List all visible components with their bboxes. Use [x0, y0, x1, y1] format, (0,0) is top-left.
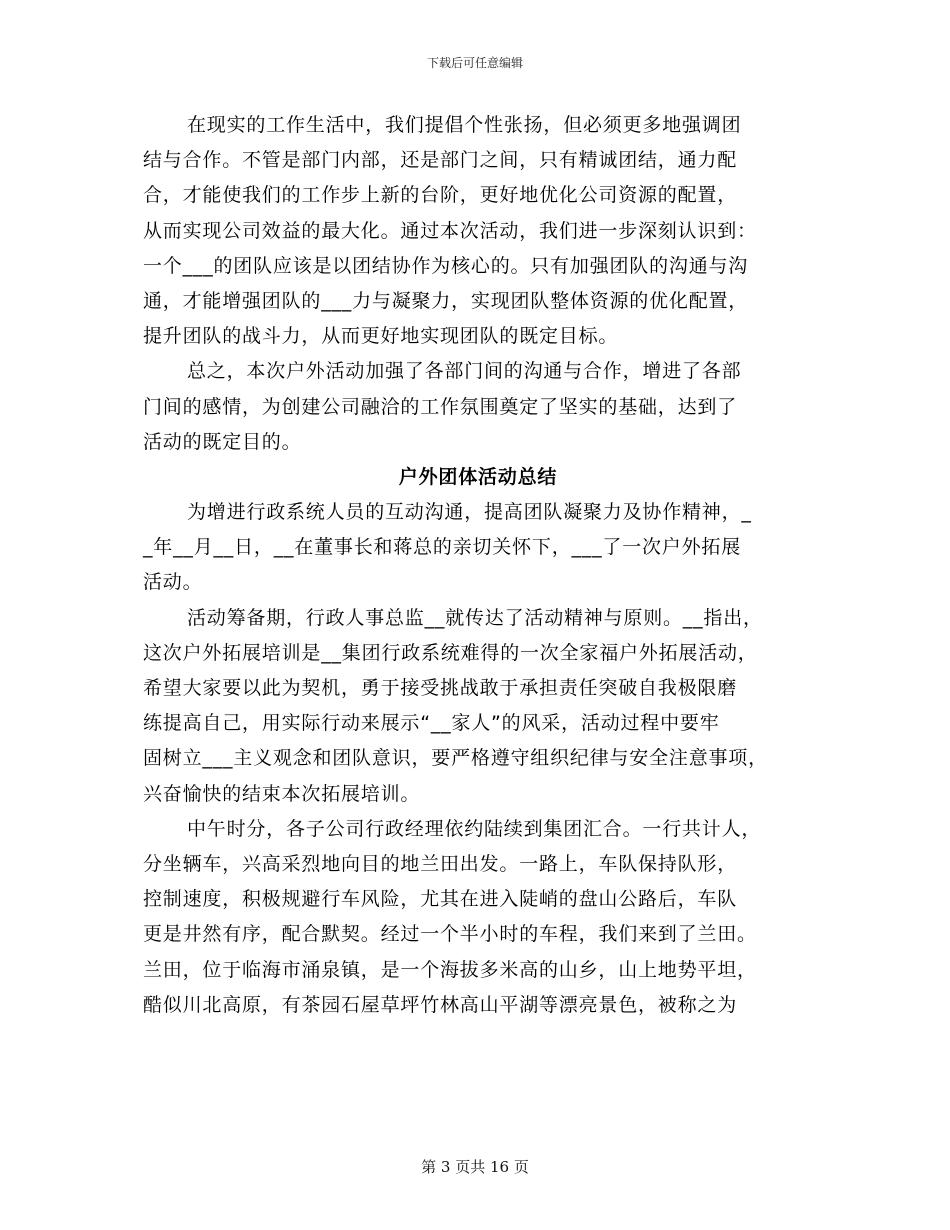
- paragraph-line: 兰田，位于临海市涌泉镇，是一个海拔多米高的山乡，山上地势平坦，: [143, 958, 757, 981]
- paragraph-line: 提升团队的战斗力，从而更好地实现团队的既定目标。: [143, 325, 619, 348]
- paragraph-line: 希望大家要以此为契机，勇于接受挑战敢于承担责任突破自我极限磨: [143, 677, 738, 699]
- paragraph-line: 练提高自己，用实际行动来展示“__家人”的风采，活动过程中要牢: [143, 712, 720, 735]
- paragraph-line: 在现实的工作生活中，我们提倡个性张扬，但必须更多地强调团: [187, 114, 742, 136]
- paragraph-line: 活动。: [143, 571, 203, 594]
- paragraph-line: 这次户外拓展培训是__集团行政系统难得的一次全家福户外拓展活动，: [143, 641, 758, 664]
- section-heading: 户外团体活动总结: [398, 465, 558, 488]
- paragraph-line: 为增进行政系统人员的互动沟通，提高团队凝聚力及协作精神，_: [187, 501, 752, 524]
- paragraph-line: 分坐辆车，兴高采烈地向目的地兰田出发。一路上，车队保持队形，: [143, 852, 738, 875]
- page-number: 第 3 页共 16 页: [421, 1158, 529, 1176]
- paragraph-line: 合，才能使我们的工作步上新的台阶，更好地优化公司资源的配置，: [143, 184, 738, 207]
- paragraph-line: 活动的既定目的。: [143, 430, 302, 453]
- page-header-note: 下载后可任意编辑: [426, 56, 523, 70]
- paragraph-line: 从而实现公司效益的最大化。通过本次活动，我们进一步深刻认识到：: [143, 219, 757, 242]
- paragraph-line: 结与合作。不管是部门内部，还是部门之间，只有精诚团结，通力配: [143, 149, 738, 172]
- paragraph-line: 总之，本次户外活动加强了各部门间的沟通与合作，增进了各部: [187, 360, 742, 383]
- paragraph-line: 酷似川北高原，有茶园石屋草坪竹林高山平湖等漂亮景色，被称之为: [143, 993, 738, 1016]
- paragraph-line: 中午时分，各子公司行政经理依约陆续到集团汇合。一行共计人，: [187, 817, 762, 840]
- paragraph-line: 兴奋愉快的结束本次拓展培训。: [143, 782, 421, 805]
- paragraph-line: 固树立___主义观念和团队意识，要严格遵守组织纪律与安全注意事项，: [143, 747, 768, 770]
- paragraph-line: 控制速度，积极规避行车风险，尤其在进入陡峭的盘山公路后，车队: [143, 888, 738, 911]
- paragraph-line: 通，才能增强团队的___力与凝聚力，实现团队整体资源的优化配置，: [143, 289, 749, 312]
- document-body: [143, 108, 813, 1023]
- paragraph-line: 门间的感情，为创建公司融洽的工作氛围奠定了坚实的基础，达到了: [143, 395, 738, 418]
- paragraph-line: 活动筹备期，行政人事总监__就传达了活动精神与原则。__指出，: [187, 606, 763, 629]
- paragraph-line: 一个___的团队应该是以团结协作为核心的。只有加强团队的沟通与沟: [143, 254, 749, 277]
- paragraph-line: 更是井然有序，配合默契。经过一个半小时的车程，我们来到了兰田。: [143, 923, 757, 946]
- paragraph-line: _年__月__日，__在董事长和蒋总的亲切关怀下，___了一次户外拓展: [143, 536, 742, 559]
